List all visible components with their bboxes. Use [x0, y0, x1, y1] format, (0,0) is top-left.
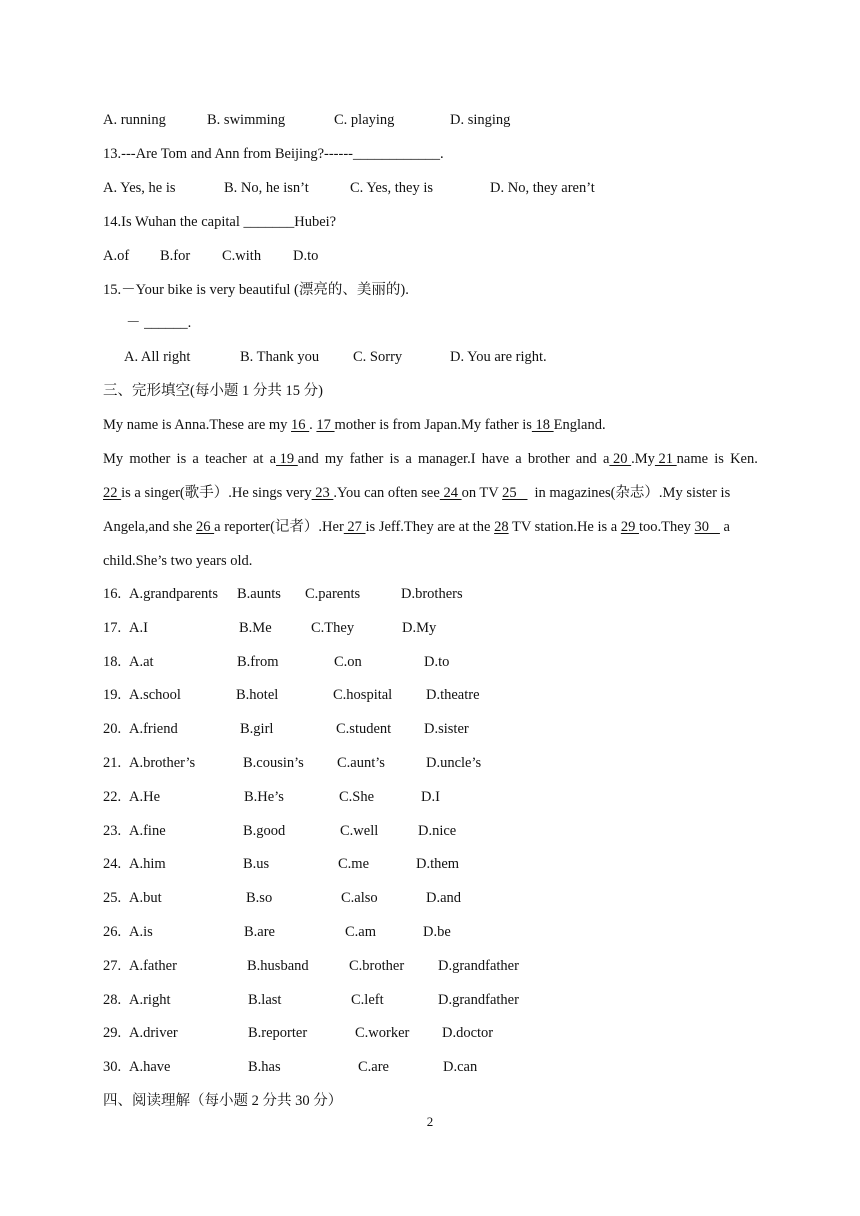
option-d: D.grandfather [438, 991, 519, 1008]
passage-word: .My [631, 451, 655, 467]
passage-word: mother [129, 451, 171, 467]
question-number: 30. [103, 1059, 122, 1076]
option-c: C.They [311, 619, 355, 636]
passage-text: a reporter(记者）.Her [214, 519, 344, 535]
passage-word: a [405, 451, 412, 467]
option-c: C.also [341, 890, 378, 907]
option-d: D. You are right. [450, 349, 547, 365]
option-b: B.last [248, 991, 282, 1008]
option-b: B.from [237, 653, 279, 670]
option-d: D.I [421, 788, 440, 805]
option-a: A.driver [129, 1025, 178, 1042]
passage-text: My name is Anna.These are my [103, 417, 292, 433]
option-a: A.right [129, 991, 171, 1008]
blank-19: 19 [276, 451, 298, 467]
option-b: B.reporter [248, 1025, 308, 1042]
option-b: B.are [244, 924, 275, 940]
passage-line-4 [103, 518, 730, 536]
passage-word: is [714, 451, 724, 467]
blank-23: 23 [311, 485, 334, 501]
passage-text: in magazines(杂志）.My sister is [534, 485, 731, 501]
option-b: B.He’s [244, 788, 284, 805]
blank-18: 18 [531, 417, 554, 433]
option-b: B.so [246, 890, 273, 907]
passage-text: TV station.He is a [508, 519, 621, 535]
option-c: C. Sorry [353, 349, 403, 365]
option-d: D.uncle’s [426, 755, 482, 771]
option-c: C.well [340, 822, 379, 839]
question-number: 29. [103, 1025, 122, 1042]
option-b: B.Me [239, 619, 272, 636]
option-a: A.He [129, 788, 161, 805]
passage-word: brother [527, 451, 570, 467]
blank-17: 17 [316, 417, 335, 433]
passage-word: name [676, 451, 709, 467]
option-a: A.friend [129, 721, 178, 738]
option-d: D.to [293, 248, 319, 264]
option-b: B.good [243, 822, 286, 839]
option-c: C.left [351, 991, 384, 1008]
passage-word: father [349, 451, 384, 467]
option-a: A.but [129, 890, 162, 907]
option-b: B.husband [247, 957, 309, 974]
option-b: B. No, he isn’t [224, 180, 309, 196]
passage-text: Angela,and she [103, 519, 197, 535]
option-b: B.has [248, 1059, 281, 1076]
passage-text: England. [553, 417, 606, 433]
blank-24: 24 [439, 485, 462, 501]
option-d: D.them [416, 856, 460, 873]
option-c: C.with [222, 248, 262, 264]
passage-word: and [297, 451, 319, 467]
option-c: C.worker [355, 1025, 410, 1042]
option-c: C.brother [349, 957, 405, 974]
question-15-prompt: 15.－Your bike is very beautiful (漂亮的、美丽的). [103, 282, 409, 298]
option-d: D.My [402, 619, 437, 636]
option-d: D.doctor [442, 1025, 494, 1042]
option-a: A.have [129, 1059, 171, 1076]
option-d: D.and [426, 890, 462, 907]
question-number: 27. [103, 957, 122, 974]
passage-word: a [602, 451, 610, 467]
option-c: C.aunt’s [337, 755, 385, 771]
option-d: D.nice [418, 822, 457, 839]
option-d: D.brothers [401, 586, 463, 602]
option-d: D.grandfather [438, 957, 519, 974]
passage-word: and [575, 451, 597, 467]
blank-25: 25 [502, 485, 528, 501]
option-b: B. swimming [207, 112, 286, 128]
option-a: A.father [129, 957, 177, 974]
option-b: B.cousin’s [243, 755, 304, 771]
passage-line-3 [103, 484, 730, 502]
passage-line-1 [103, 416, 606, 434]
blank-30: 30 [694, 519, 720, 535]
blank-21: 21 [654, 451, 677, 467]
question-number: 25. [103, 890, 122, 907]
question-number: 17. [103, 619, 122, 636]
passage-word: a [515, 451, 522, 467]
option-b: B. Thank you [240, 349, 320, 365]
page-number: 2 [426, 1114, 434, 1129]
option-a: A.brother’s [129, 755, 196, 771]
passage-word: a [192, 451, 199, 467]
option-a: A.at [129, 653, 154, 670]
option-d: D.be [423, 924, 451, 940]
option-a: A.him [129, 856, 166, 873]
option-b: B.girl [240, 721, 274, 738]
option-c: C. playing [334, 112, 395, 128]
passage-word: have [481, 451, 510, 467]
section-3-heading: 三、完形填空(每小题 1 分共 15 分) [103, 383, 323, 399]
blank-22: 22 [103, 485, 122, 501]
question-number: 18. [103, 653, 122, 670]
option-d: D.to [424, 653, 450, 670]
question-15-answer-line: － ______. [126, 315, 192, 331]
option-c: C.student [336, 721, 392, 738]
question-13-prompt: 13.---Are Tom and Ann from Beijing?------____________. [103, 146, 444, 162]
passage-text: too.They [638, 519, 695, 535]
option-a: A.fine [129, 822, 166, 839]
passage-text: .You can often see [333, 485, 440, 501]
option-b: B.us [243, 856, 270, 873]
passage-word: Ken. [730, 451, 758, 467]
option-d: D.theatre [426, 687, 480, 704]
option-a: A.school [129, 687, 181, 704]
option-d: D. singing [450, 112, 511, 128]
passage-text: mother is from Japan.My father is [334, 417, 532, 433]
option-c: C. Yes, they is [350, 180, 433, 196]
question-number: 23. [103, 822, 122, 839]
blank-29: 29 [620, 519, 639, 535]
passage-word: a [269, 451, 277, 467]
option-c: C.am [345, 924, 377, 940]
question-number: 24. [103, 856, 122, 873]
blank-27: 27 [343, 519, 366, 535]
passage-word: is [176, 451, 187, 467]
option-d: D.sister [424, 721, 469, 738]
blank-28: 28 [494, 519, 509, 535]
section-4-heading: 四、阅读理解（每小题 2 分共 30 分） [103, 1093, 343, 1109]
passage-word: teacher [204, 451, 247, 467]
question-number: 19. [103, 687, 122, 704]
option-a: A.I [129, 619, 148, 636]
option-a: A. All right [124, 349, 191, 365]
option-c: C.She [339, 788, 375, 805]
question-number: 16. [103, 586, 122, 602]
passage-text: is a singer(歌手）.He sings very [121, 485, 312, 501]
option-a: A. running [103, 112, 166, 128]
question-number: 28. [103, 991, 122, 1008]
passage-word: is [389, 451, 400, 467]
option-a: A.grandparents [129, 586, 218, 602]
option-c: C.on [334, 653, 362, 670]
option-d: D.can [443, 1059, 478, 1076]
passage-word: my [324, 451, 344, 467]
question-number: 20. [103, 721, 122, 738]
option-a: A.of [103, 248, 130, 264]
passage-word: My [103, 451, 124, 467]
option-c: C.hospital [333, 687, 393, 704]
option-c: C.me [338, 856, 370, 873]
passage-word: manager.I [417, 451, 476, 467]
passage-line-2 [103, 450, 758, 468]
question-14-prompt: 14.Is Wuhan the capital _______Hubei? [103, 214, 337, 230]
option-a: A. Yes, he is [103, 180, 176, 196]
blank-26: 26 [196, 519, 215, 535]
question-number: 22. [103, 788, 122, 805]
option-d: D. No, they aren’t [490, 180, 595, 196]
blank-16: 16 [291, 417, 310, 433]
blank-20: 20 [609, 451, 632, 467]
option-a: A.is [129, 924, 153, 940]
option-b: B.aunts [237, 586, 281, 602]
passage-text: on TV [461, 485, 503, 501]
passage-word: at [252, 451, 264, 467]
question-number: 26. [103, 924, 122, 940]
passage-text: is Jeff.They are at the [365, 519, 495, 535]
passage-text: . [309, 417, 317, 433]
option-b: B.for [160, 248, 191, 264]
option-c: C.are [358, 1059, 389, 1076]
question-number: 21. [103, 755, 122, 771]
passage-text: a [719, 519, 730, 535]
option-c: C.parents [305, 586, 361, 602]
passage-line-5: child.She’s two years old. [103, 553, 253, 569]
option-b: B.hotel [236, 687, 279, 704]
